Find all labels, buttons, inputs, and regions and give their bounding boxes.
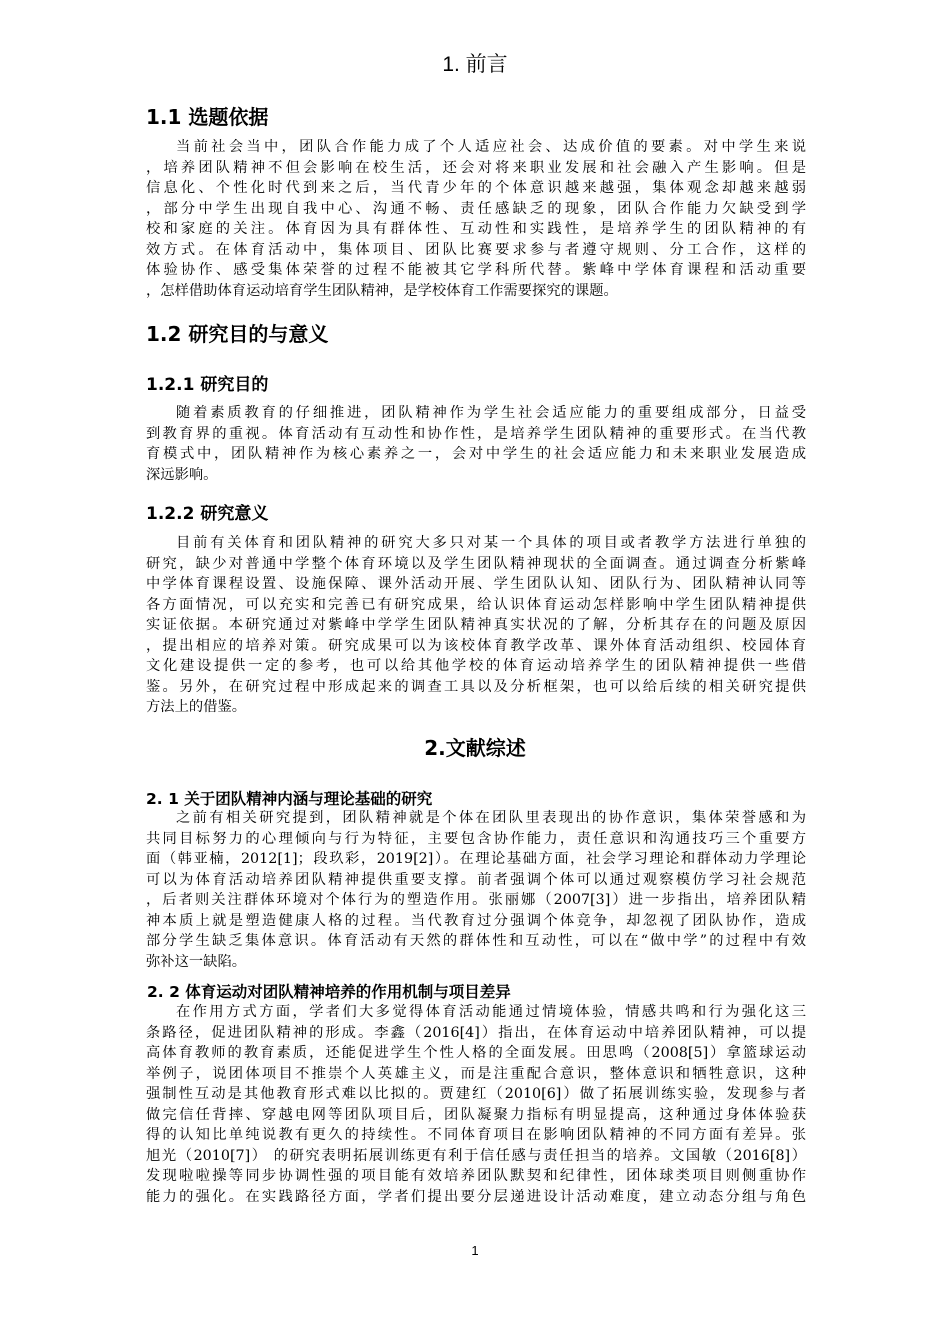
paragraph-line: 得的认知比单纯说教有更久的持续性。不同体育项目在影响团队精神的不同方面有差异。张 [146, 1127, 806, 1143]
paragraph-line: 鉴。另外，在研究过程中形成起来的调查工具以及分析框架，也可以给后续的相关研究提供 [146, 678, 806, 695]
paragraph-line: 方法上的借鉴。 [146, 699, 247, 715]
paragraph-line: 部分学生缺乏集体意识。体育活动有天然的群体性和互动性，可以在“做中学”的过程中有效 [146, 933, 806, 949]
paragraph-line: ，怎样借助体育运动培育学生团队精神，是学校体育工作需要探究的课题。 [146, 282, 618, 299]
paragraph-line: 发现啦啦操等同步协调性强的项目能有效培养团队默契和纪律性，团体球类项目则侧重协作 [146, 1168, 806, 1184]
paragraph-line: ，部分中学生出现自我中心、沟通不畅、责任感缺乏的现象，团队合作能力欠缺受到学 [146, 200, 806, 217]
section-2-2-paragraph [146, 1002, 806, 1207]
paragraph-line: 条路径，促进团队精神的形成。李鑫（2016[4]）指出，在体育运动中培养团队精神，可以提 [146, 1024, 806, 1041]
paragraph-line: 高体育教师的教育素质，还能促进学生个性人格的全面发展。田思鸣（2008[5]）拿篮球运动 [146, 1045, 806, 1061]
paragraph-line: 深远影响。 [146, 466, 218, 483]
paragraph-line: 强制性互动是其他教育形式难以比拟的。贾建红（2010[6]）做了拓展训练实验，发现参与者 [146, 1086, 806, 1102]
section-1-1-heading: 1.1 选题依据 [146, 105, 269, 129]
paragraph-line: 文化建设提供一定的参考，也可以给其他学校的体育运动培养学生的团队精神提供一些借 [146, 658, 806, 674]
paragraph-line: 共同目标努力的心理倾向与行为特征，主要包含协作能力，责任意识和沟通技巧三个重要方 [146, 830, 806, 847]
paragraph-line: 育模式中，团队精神作为核心素养之一，会对中学生的社会适应能力和未来职业发展造成 [146, 446, 806, 462]
paragraph-line: 中学体育课程设置、设施保障、课外活动开展、学生团队认知、团队行为、团队精神认同等 [146, 576, 806, 592]
paragraph-line: 弥补这一缺陷。 [146, 953, 247, 970]
section-2-1-paragraph [146, 808, 806, 972]
paragraph-line: 当前社会当中，团队合作能力成了个人适应社会、达成价值的要素。对中学生来说 [176, 139, 806, 155]
page-number: 1 [471, 1243, 479, 1258]
paragraph-line: 能力的强化。在实践路径方面，学者们提出要分层递进设计活动难度，建立动态分组与角色 [146, 1188, 806, 1205]
paragraph-line: 随着素质教育的仔细推进，团队精神作为学生社会适应能力的重要组成部分，日益受 [176, 405, 806, 421]
paragraph-line: 到教育界的重视。体育活动有互动性和协作性，是培养学生团队精神的重要形式。在当代教 [146, 425, 806, 442]
section-1-1-paragraph [146, 137, 806, 301]
paragraph-line: 在作用方式方面，学者们大多觉得体育活动能通过情境体验，情感共鸣和行为强化这三 [176, 1004, 806, 1020]
paragraph-line: ，培养团队精神不但会影响在校生活，还会对将来职业发展和社会融入产生影响。但是 [146, 159, 806, 176]
paragraph-line: 旭光（2010[7]） 的研究表明拓展训练更有利于信任感与责任担当的培养。文国敏（2016[8]） [146, 1147, 806, 1164]
paragraph-line: 体验协作、感受集体荣誉的过程不能被其它学科所代替。紫峰中学体育课程和活动重要 [146, 262, 806, 278]
chapter-title: 1. 前言 [442, 53, 508, 76]
paragraph-line: 效方式。在体育活动中，集体项目、团队比赛要求参与者遵守规则、分工合作，这样的 [146, 241, 806, 258]
paragraph-line: 各方面情况，可以充实和完善已有研究成果，给认识体育运动怎样影响中学生团队精神提供 [146, 596, 806, 613]
paragraph-line: 举例子，说团体项目不推崇个人英雄主义，而是注重配合意识，整体意识和牺牲意识，这种 [146, 1065, 806, 1082]
paragraph-line: 实证依据。本研究通过对紫峰中学学生团队精神真实状况的了解，分析其存在的问题及原因 [146, 617, 806, 633]
paragraph-line: 研究，缺少对普通中学整个体育环境以及学生团队精神现状的全面调查。通过调查分析紫峰 [146, 555, 806, 572]
paragraph-line: 之前有相关研究提到，团队精神就是个体在团队里表现出的协作意识，集体荣誉感和为 [176, 810, 806, 826]
paragraph-line: 信息化、个性化时代到来之后，当代青少年的个体意识越来越强，集体观念却越来越弱 [146, 180, 806, 196]
paragraph-line: 面（韩亚楠，2012[1]；段玖彩，2019[2]）。在理论基础方面，社会学习理论和群体动力学理论 [146, 851, 806, 867]
section-1-2-heading: 1.2 研究目的与意义 [146, 322, 329, 346]
paragraph-line: 目前有关体育和团队精神的研究大多只对某一个具体的项目或者教学方法进行单独的 [176, 535, 806, 551]
paragraph-line: 校和家庭的关注。体育因为具有群体性、互动性和实践性，是培养学生的团队精神的有 [146, 221, 806, 237]
section-2-1-heading: 2. 1 关于团队精神内涵与理论基础的研究 [146, 790, 433, 808]
paragraph-line: 可以为体育活动培养团队精神提供重要支撑。前者强调个体可以通过观察模仿学习社会规范 [146, 871, 806, 888]
paragraph-line: ，提出相应的培养对策。研究成果可以为该校体育教学改革、课外体育活动组织、校园体育 [146, 637, 806, 654]
section-1-2-2-heading: 1.2.2 研究意义 [146, 504, 269, 524]
paragraph-line: 做完信任背摔、穿越电网等团队项目后，团队凝聚力指标有明显提高，这种通过身体体验获 [146, 1106, 806, 1123]
paragraph-line: 神本质上就是塑造健康人格的过程。当代教育过分强调个体竞争，却忽视了团队协作，造成 [146, 912, 806, 929]
section-1-2-1-heading: 1.2.1 研究目的 [146, 375, 269, 395]
section-2-heading: 2.文献综述 [424, 736, 526, 760]
section-1-2-2-paragraph [146, 533, 806, 718]
section-1-2-1-paragraph [146, 403, 806, 485]
paragraph-line: ，后者则关注群体环境对个体行为的塑造作用。张丽娜（2007[3]）进一步指出，培养团队精 [146, 892, 806, 908]
section-2-2-heading: 2. 2 体育运动对团队精神培养的作用机制与项目差异 [147, 983, 511, 1001]
